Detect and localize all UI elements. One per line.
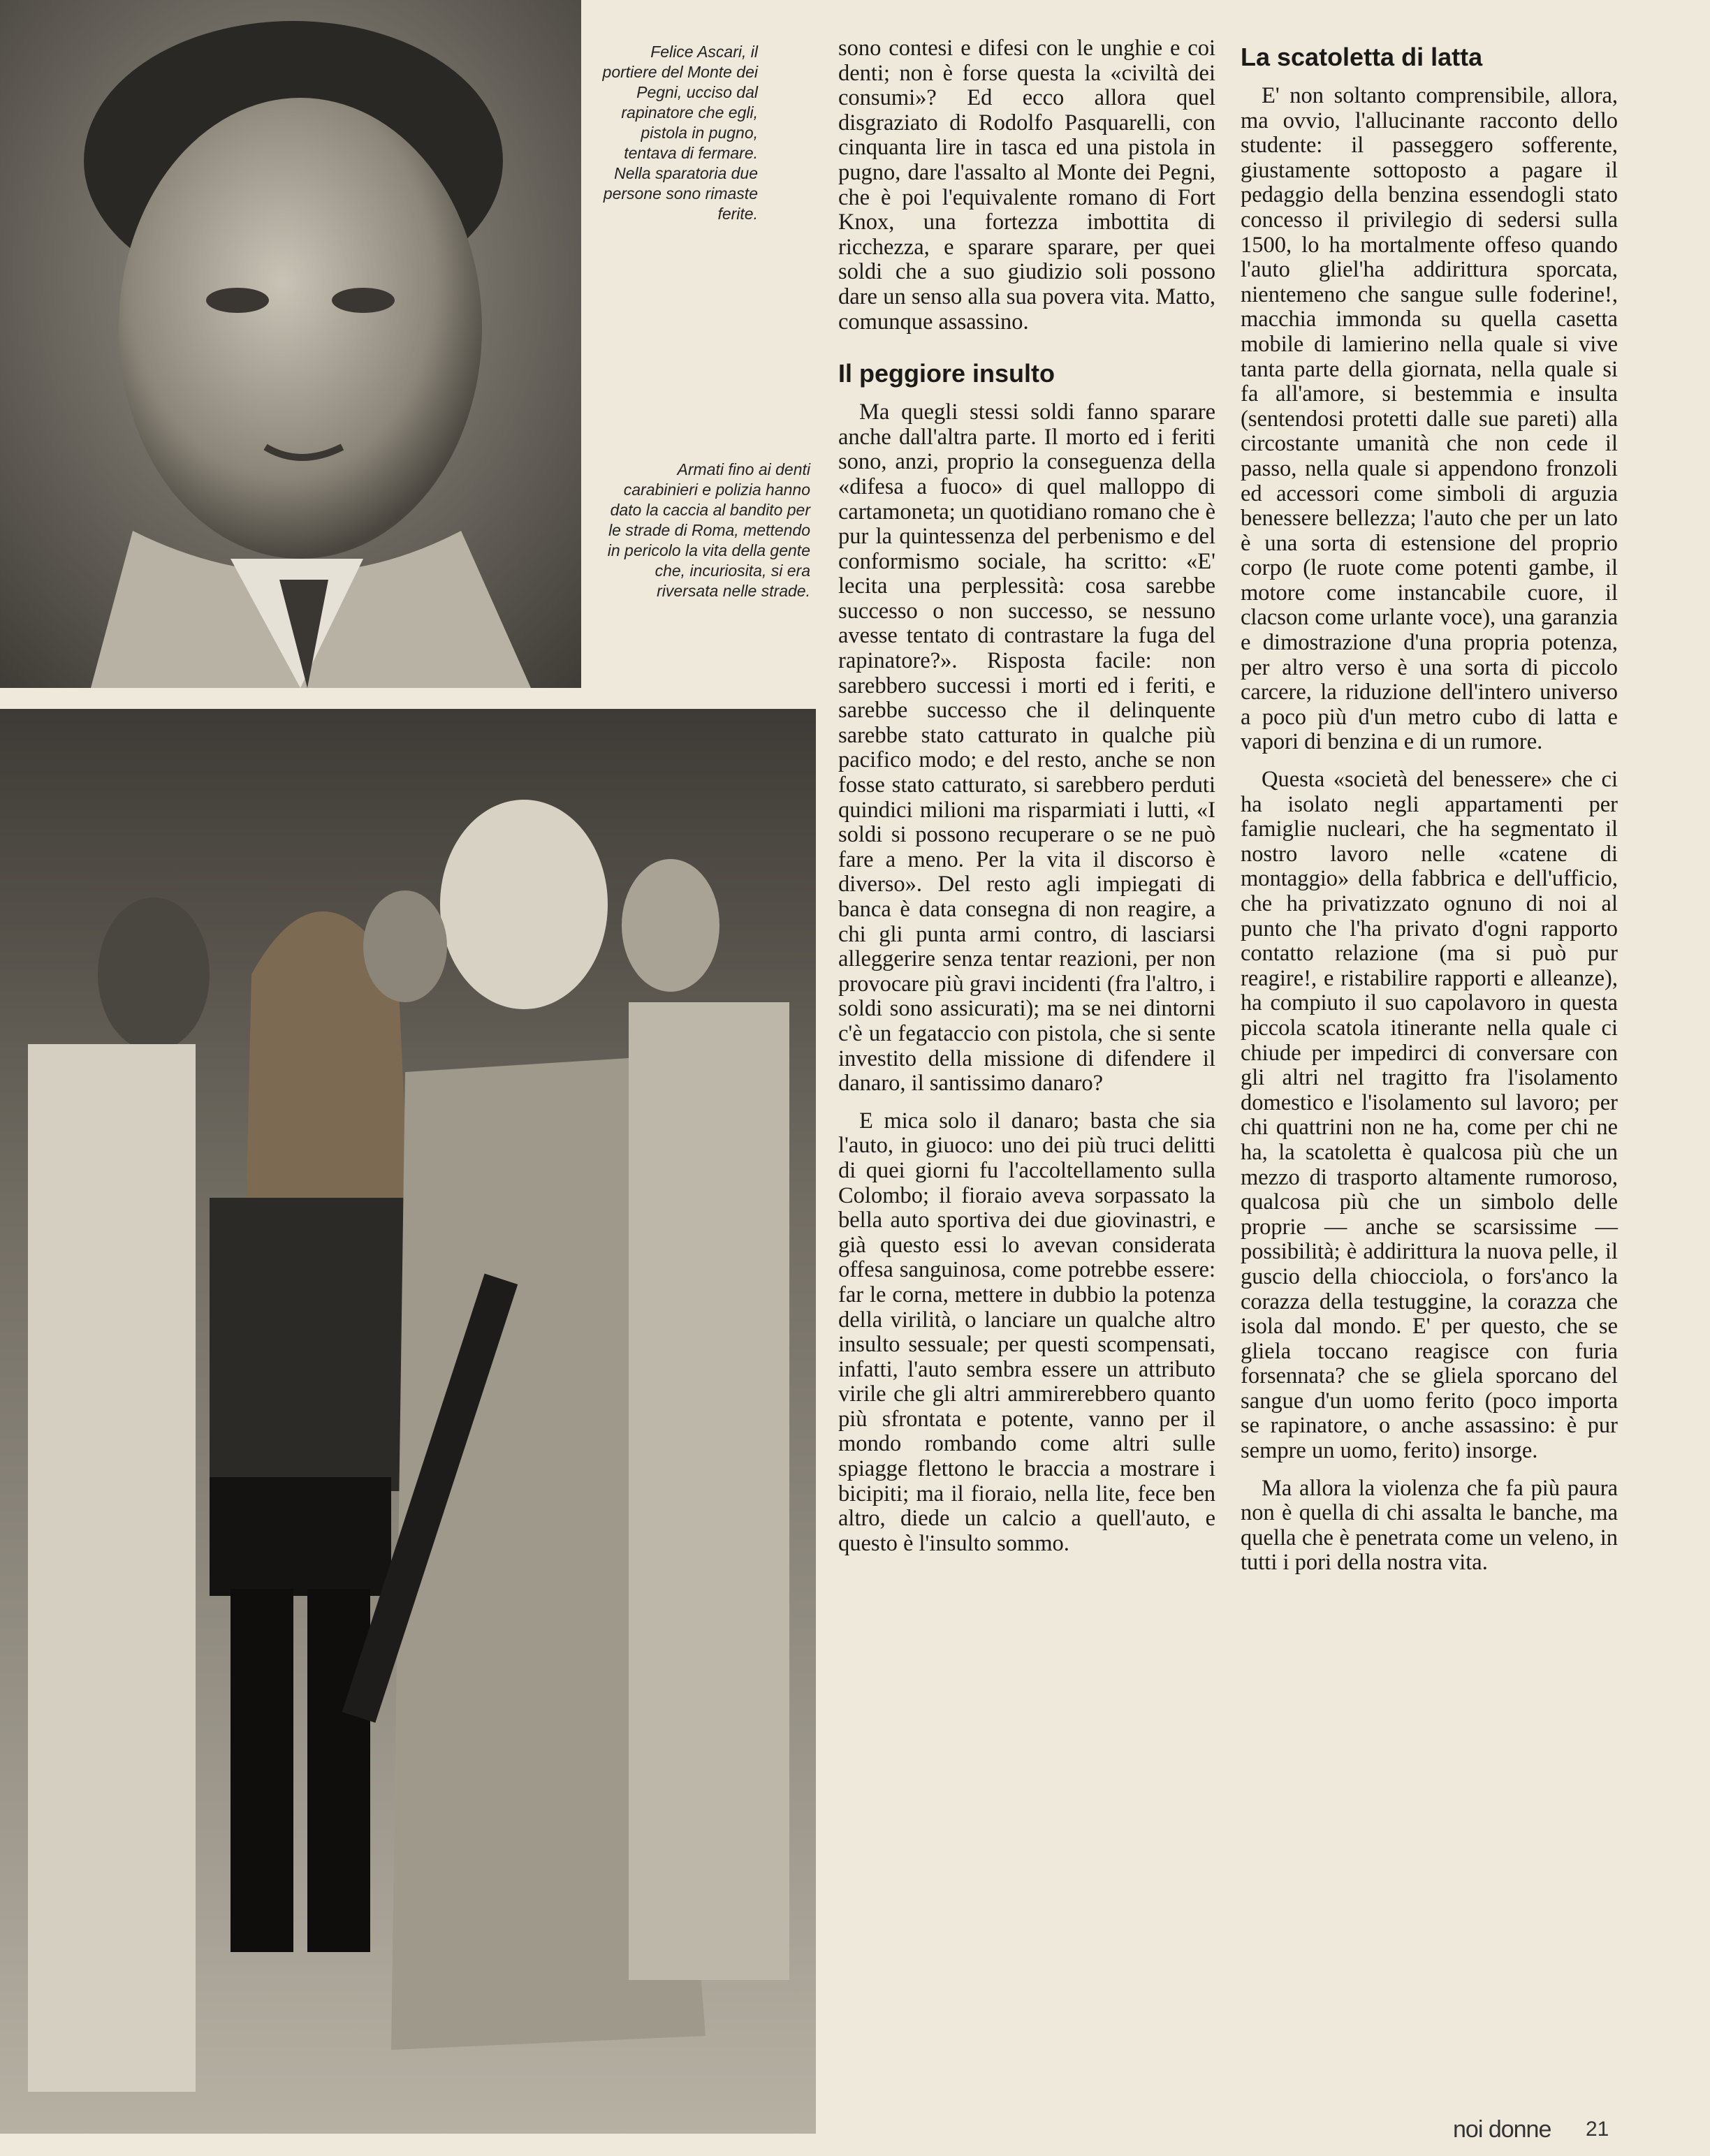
article-paragraph: E' non soltanto comprensibile, allora, ma ovvio, l'allucinante racconto dello studente: il passeggero sofferente, giustamente sottoposto a pagare il pedaggio della benzina essendogli stato concesso il privilegio di sedersi sulla 1500, lo ha mortalmente offeso quando l'auto gliel'ha addirittura sporcata, nientemeno che sangue sulle foderine!, macchia immonda su quella casetta mobile di lamierino nella quale si vive tanta parte della giornata, nella quale si fa all'amore, si bestemmia e insulta (sentendosi protetti dalle sue pareti) alla circostante umanità che non cede il passo, nella quale si appendono fronzoli ed accessori come simboli di arguzia benessere bellezza; l'auto che per un lato è una sorta di estensione del proprio corpo (le ruote come potenti gambe, il motore come instancabile cuore, il clacson come urlante voce), una garanzia e dimostrazione d'una propria potenza, per altro verso è una sorta di piccolo carcere, la riduzione dell'intero universo a poco più d'un metro cubo di latta e vapori di benzina e di un rumore. (1241, 83, 1618, 755)
portrait-photo (0, 0, 581, 688)
article-paragraph: Ma quegli stessi soldi fanno sparare anche dall'altra parte. Il morto ed i feriti sono, anzi, proprio la conseguenza della «difesa a fuoco» di quel malloppo di cartamoneta; un quotidiano romano che è pur la quintessenza del perbenismo e del conformismo sociale, ha scritto: «E' lecita una perplessità: cosa sarebbe successo o non successo, se nessuno avesse tentato di contrastare la fuga del rapinatore?». Risposta facile: non sarebbero successi i morti ed i feriti, e sarebbe successo che il delinquente sarebbe stato catturato in qualche più pacifico modo; e del resto, anche se non fosse stato catturato, si sarebbero perduti quindici milioni ma risparmiati i lutti, «I soldi si possono recuperare o se ne può fare a meno. Per la vita il discorso è diverso». Del resto agli impiegati di banca è data consegna di non reagire, a chi gli punta armi contro, di lasciarsi alleggerire senza tentar reazioni, per non provocare più gravi incidenti (fra l'altro, i soldi sono assicurati); ma se nei dintorni c'è un fegataccio con pistola, che si sente investito della missione di difendere il danaro, il santissimo danaro? (838, 399, 1215, 1097)
section-heading-scatoletta: La scatoletta di latta (1241, 43, 1483, 71)
portrait-caption: Felice Ascari, il portiere del Monte dei Pegni, ucciso dal rapinatore che egli, pistola in pugno, tentava di fermare. Nella sparatoria due persone sono rimaste ferite. (602, 43, 758, 223)
crowd-photo-image (0, 709, 816, 2134)
article-paragraph: E mica solo il danaro; basta che sia l'auto, in giuoco: uno dei più truci delitti di quei giorni fu l'accoltellamento sulla Colombo; il fioraio aveva sorpassato la bella auto sportiva dei due giovinastri, e già questo essi lo avevan considerata offesa sanguinosa, come potrebbe essere: far le corna, mettere in dubbio la potenza della virilità, o lanciare un qualche altro insulto sessuale; per questi scompensati, infatti, l'auto sembra essere un attributo virile che gli altri ammirerebbero quanto più sfrontata e potente, vanno per il mondo rombando come altri sulle spiagge flettono le braccia a mostrare i bicipiti; ma il fioraio, nella lite, fece ben altro, diede un calcio a quell'auto, e questo è l'insulto sommo. (838, 1108, 1215, 1556)
crowd-photo (0, 709, 816, 2134)
article-paragraph: Ma allora la violenza che fa più paura non è quella di chi assalta le banche, ma quella che è penetrata come un veleno, in tutti i pori della nostra vita. (1241, 1475, 1618, 1576)
section-heading-peggiore-insulto: Il peggiore insulto (838, 359, 1055, 388)
portrait-photo-image (0, 0, 581, 688)
article-column-1 (838, 36, 1215, 1569)
article-column-2 (1241, 36, 1618, 1588)
crowd-caption: Armati fino ai denti carabinieri e polizia hanno dato la caccia al bandito per le strade di Roma, mettendo in pericolo la vita della gente che, incuriosita, si era riversata nelle strade. (607, 460, 810, 600)
article-paragraph: Questa «società del benessere» che ci ha isolato negli appartamenti per famiglie nucleari, che ha segmentato il nostro lavoro nelle «catene di montaggio» della fabbrica e dell'ufficio, che ha privatizzato ognuno di noi al punto che l'ha privato d'ogni rapporto contatto relazione (ma si può pur reagire!, e ristabilire rapporti e alleanze), ha compiuto il suo capolavoro in questa piccola scatola itinerante nella quale ci chiude per impedirci di conversare con gli altri nel tragitto fra l'isolamento domestico e l'isolamento sul lavoro; per chi quattrini non ne ha, come per chi ne ha, la scatoletta è qualcosa più che un mezzo di trasporto altamente rumoroso, qualcosa più che un simbolo delle proprie — anche se scarsissime — possibilità; è addirittura la nuova pelle, il guscio della chiocciola, o fors'anco la corazza della testuggine, la corazza che isola dal mondo. E' per questo, che se gliela toccano reagisce con furia forsennata? che se gliela sporcano del sangue d'un uomo ferito (poco importa se rapinatore, o anche assassino: è pur sempre un uomo, ferito) insorge. (1241, 767, 1618, 1464)
article-paragraph: sono contesi e difesi con le unghie e coi denti; non è forse questa la «civiltà dei consumi»? Ed ecco allora quel disgraziato di Rodolfo Pasquarelli, con cinquanta lire in tasca ed una pistola in pugno, dare l'assalto al Monte dei Pegni, che è poi l'equivalente romano di Fort Knox, una fortezza imbottita di ricchezza, e sparare sparare, per quei soldi che a suo giudizio soli possono dare un senso alla sua povera vita. Matto, comunque assassino. (838, 36, 1215, 335)
page-number: 21 (1586, 2118, 1609, 2141)
magazine-name: noi donne (1453, 2116, 1551, 2143)
